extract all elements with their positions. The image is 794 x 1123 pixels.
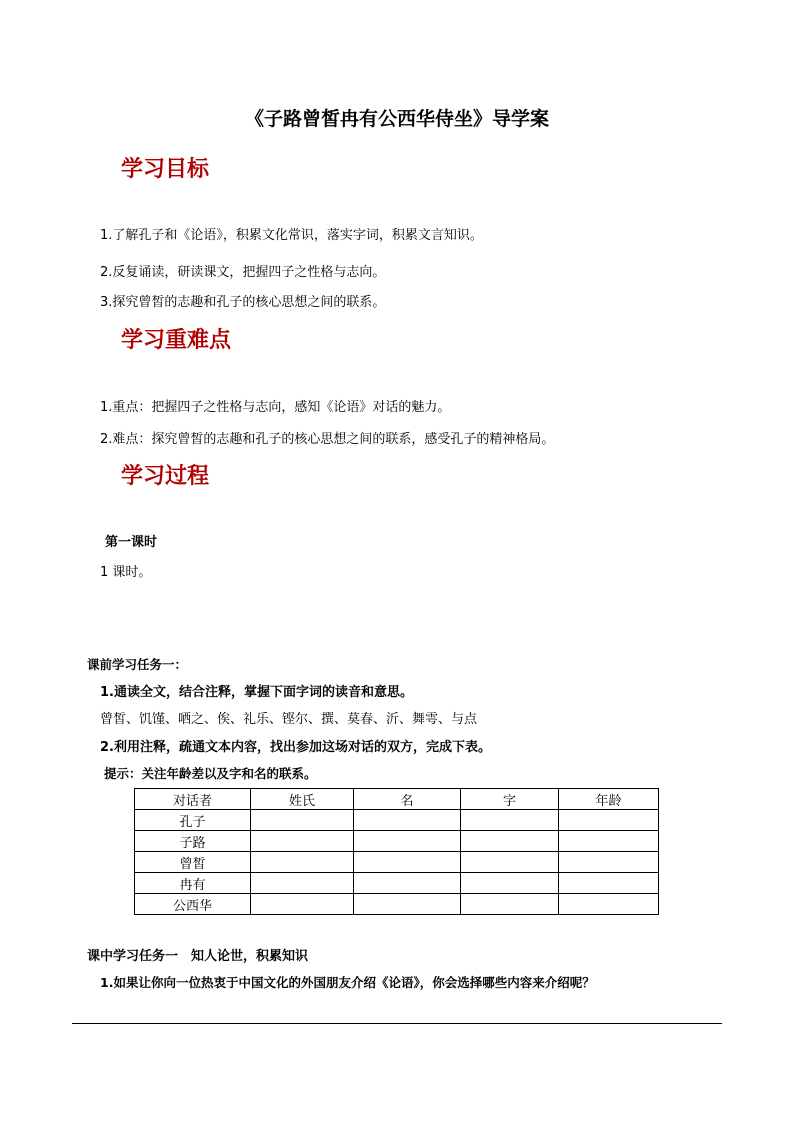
blank-cell (559, 873, 659, 894)
blank-cell (354, 852, 461, 873)
table-header-cell: 字 (461, 789, 559, 810)
speaker-name-cell: 曾皙 (135, 852, 251, 873)
vocabulary-list: 曾皙、饥馑、哂之、俟、礼乐、铿尔、撰、莫春、沂、舞雩、与点 (100, 712, 478, 727)
section-heading-process: 学习过程 (121, 463, 210, 489)
speaker-name-cell: 公西华 (135, 894, 251, 915)
table-header-cell: 姓氏 (251, 789, 354, 810)
speaker-name-cell: 冉有 (135, 873, 251, 894)
blank-cell (354, 810, 461, 831)
table-row (135, 852, 659, 873)
objective-item: 3.探究曾皙的志趣和孔子的核心思想之间的联系。 (100, 295, 386, 310)
footer-divider (72, 1023, 722, 1024)
objective-item: 1.了解孔子和《论语》，积累文化常识，落实字词，积累文言知识。 (100, 228, 483, 243)
blank-cell (354, 873, 461, 894)
speaker-name-cell: 子路 (135, 831, 251, 852)
lesson-heading: 第一课时 (105, 535, 158, 550)
blank-cell (251, 873, 354, 894)
blank-cell (461, 810, 559, 831)
blank-cell (559, 810, 659, 831)
blank-cell (461, 873, 559, 894)
pre-task-heading: 课前学习任务一： (87, 657, 188, 672)
in-class-question-1: 1.如果让你向一位热衷于中国文化的外国朋友介绍《论语》，你会选择哪些内容来介绍呢？ (100, 975, 595, 990)
table-row (135, 831, 659, 852)
table-header-cell: 对话者 (135, 789, 251, 810)
table-header-row (135, 789, 659, 810)
lesson-duration: 1 课时。 (100, 565, 152, 580)
blank-cell (461, 852, 559, 873)
section-heading-key-points: 学习重难点 (121, 327, 232, 353)
blank-cell (251, 852, 354, 873)
blank-cell (559, 852, 659, 873)
blank-cell (354, 831, 461, 852)
blank-cell (354, 894, 461, 915)
in-class-task-heading: 课中学习任务一 知人论世，积累知识 (87, 949, 309, 964)
section-heading-objectives: 学习目标 (121, 156, 210, 182)
table-header-cell: 名 (354, 789, 461, 810)
blank-cell (559, 894, 659, 915)
table-header-cell: 年龄 (559, 789, 659, 810)
blank-cell (251, 831, 354, 852)
objective-item: 2.反复诵读，研读课文，把握四子之性格与志向。 (100, 265, 386, 280)
pre-task-question-1: 1.通读全文，结合注释，掌握下面字词的读音和意思。 (100, 685, 413, 700)
table-row (135, 810, 659, 831)
table-row (135, 894, 659, 915)
blank-cell (251, 810, 354, 831)
blank-cell (559, 831, 659, 852)
speaker-name-cell: 孔子 (135, 810, 251, 831)
blank-cell (251, 894, 354, 915)
blank-cell (461, 894, 559, 915)
hint-text: 提示：关注年龄差以及字和名的联系。 (104, 766, 317, 781)
key-point-item: 1.重点：把握四子之性格与志向，感知《论语》对话的魅力。 (100, 400, 451, 415)
blank-cell (461, 831, 559, 852)
speaker-table (134, 788, 659, 915)
doc-title: 《子路曾皙冉有公西华侍坐》导学案 (244, 108, 549, 130)
key-point-item: 2.难点：探究曾皙的志趣和孔子的核心思想之间的联系，感受孔子的精神格局。 (100, 432, 555, 447)
pre-task-question-2: 2.利用注释，疏通文本内容，找出参加这场对话的双方，完成下表。 (100, 740, 491, 755)
table-row (135, 873, 659, 894)
